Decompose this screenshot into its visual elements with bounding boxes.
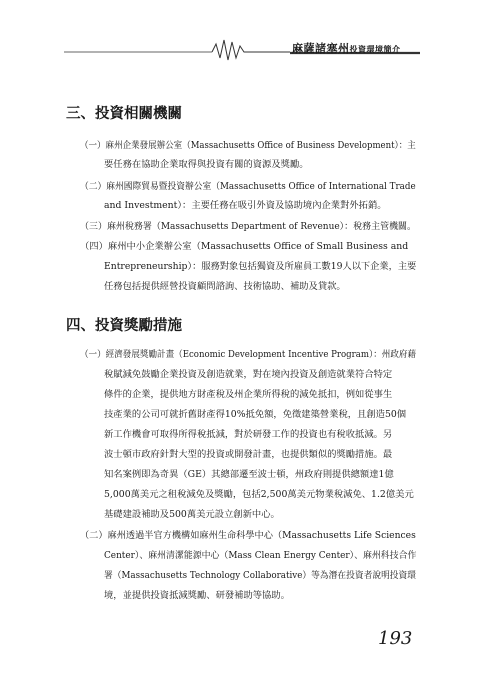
section-4-item-1-line-2: 稅賦減免鼓勵企業投資及創造就業，對在境內投資及創造就業符合特定 [104,369,393,380]
section-4-item-1-line-5: 新工作機會可取得所得稅抵減，對於研發工作的投資也有稅收抵減。另 [104,429,393,440]
section-4-item-1-line-6: 波士頓市政府針對大型的投資或開發計畫，也提供類似的獎勵措施。最 [104,449,393,460]
section-heading: 三、投資相關機關 [66,105,182,122]
section-3-item-2-line-1: （二）麻州國際貿易暨投資辦公室（Massachusetts Office of International Trade [80,181,416,192]
section-3-item-1-line-1: （一）麻州企業發展辦公室（Massachusetts Office of Business Development）：主 [80,140,416,151]
section-4-item-2-line-2: Center）、麻州清潔能源中心（Mass Clean Energy Center）、麻州科技合作 [104,550,417,561]
header-title [292,40,401,56]
page-header [0,0,480,70]
section-4-item-1-line-9: 基礎建設補助及500萬美元設立創新中心。 [104,509,280,520]
section-3-item-4-line-1: （四）麻州中小企業辦公室（Massachusetts Office of Small Business and [80,241,409,252]
header-heartbeat-line-icon [0,0,480,70]
section-3-item-4-line-2: Entrepreneurship）：服務對象包括獨資及所雇員工數19人以下企業，主要 [104,261,417,272]
header-title-main: 麻薩諸塞州 [292,42,350,55]
section-4-item-1-line-1: （一）經濟發展獎勵計畫（Economic Development Incentive Program）：州政府藉 [80,349,417,360]
section-4-item-2-line-4: 境，並提供投資抵減獎勵、研發補助等協助。 [104,590,290,601]
section-4-item-1-line-4: 技產業的公司可就折舊財產得10%抵免額，免徵建築營業稅，且創造50個 [104,409,407,420]
section-3-item-4-line-3: 任務包括提供經營投資顧問諮詢、技術協助、補助及貸款。 [104,281,346,292]
header-title-sub: 投資環境簡介 [349,45,401,54]
section-3-item-3-line-1: （三）麻州稅務署（Massachusetts Department of Revenue）：稅務主管機關。 [80,221,417,232]
section-3-item-2-line-2: and Investment）：主要任務在吸引外資及協助境內企業對外拓銷。 [104,200,387,211]
section-4-item-2-line-1: （二）麻州透過半官方機構如麻州生命科學中心（Massachusetts Life Sciences [80,530,416,541]
page-number: 193 [378,628,413,649]
section-4-item-1-line-7: 知名案例即為奇異（GE）其總部遷至波士頓，州政府則提供總額達1億 [104,469,394,480]
section-4-item-1-line-8: 5,000萬美元之租稅減免及獎勵，包括2,500萬美元物業稅減免、1.2億美元 [104,489,414,500]
section-4-item-2-line-3: 署（Massachusetts Technology Collaborative）等為潛在投資者說明投資環 [104,570,417,581]
section-3-item-1-line-2: 要任務在協助企業取得與投資有關的資源及獎勵。 [104,159,309,170]
section-heading: 四、投資獎勵措施 [66,317,182,334]
section-4-item-1-line-3: 條件的企業，提供地方財產稅及州企業所得稅的減免抵扣，例如從事生 [104,389,393,400]
